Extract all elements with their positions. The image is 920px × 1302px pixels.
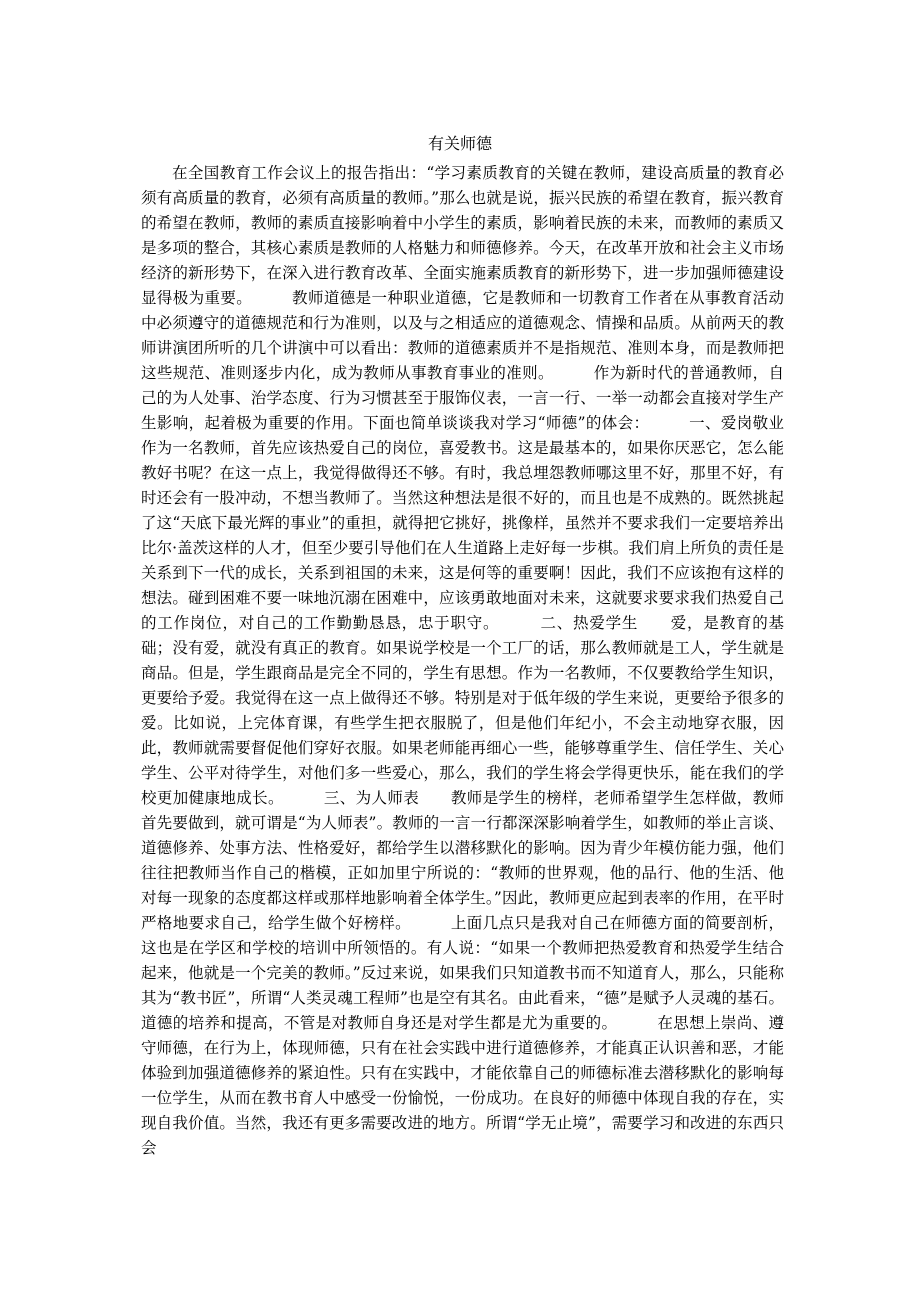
document-body-paragraph: 在全国教育工作会议上的报告指出：“学习素质教育的关键在教师，建设高质量的教育必须有高质量的教育，必须有高质量的教师。”那么也就是说，振兴民族的希望在教育，振兴教育的希望在教师，教师的素质直接影响着中小学生的素质，影响着民族的未来，而教师的素质又是多项的整合，其核心素质是教师的人格魅力和师德修养。今天，在改革开放和社会主义市场经济的新形势下，在深入进行教育改革、全面实施素质教育的新形势下，进一步加强师德建设显得极为重要。 教师道德是一种职业道德，它是教师和一切教育工作者在从事教育活动中必须遵守的道德规范和行为准则，以及与之相适应的道德观念、情操和品质。从前两天的教师讲演团所听的几个讲演中可以看出：教师的道德素质并不是指规范、准则本身，而是教师把这些规范、准则逐步内化，成为教师从事教育事业的准则。 作为新时代的普通教师，自己的为人处事、治学态度、行为习惯甚至于服饰仪表，一言一行、一举一动都会直接对学生产生影响，起着极为重要的作用。下面也简单谈谈我对学习“师德”的体会： 一、爱岗敬业 作为一名教师，首先应该热爱自己的岗位，喜爱教书。这是最基本的，如果你厌恶它，怎么能教好书呢？在这一点上，我觉得做得还不够。有时，我总埋怨教师哪这里不好，那里不好，有时还会有一股冲动，不想当教师了。当然这种想法是很不好的，而且也是不成熟的。既然挑起了这“天底下最光辉的事业”的重担，就得把它挑好，挑像样，虽然并不要求我们一定要培养出比尔·盖茨这样的人才，但至少要引导他们在人生道路上走好每一步棋。我们肩上所负的责任是关系到下一代的成长，关系到祖国的未来，这是何等的重要啊！因此，我们不应该抱有这样的想法。碰到困难不要一味地沉溺在困难中，应该勇敢地面对未来，这就要求要求我们热爱自己的工作岗位，对自己的工作勤勤恳恳，忠于职守。 二、热爱学生 爱，是教育的基础；没有爱，就没有真正的教育。如果说学校是一个工厂的话，那么教师就是工人，学生就是商品。但是，学生跟商品是完全不同的，学生有思想。作为一名教师，不仅要教给学生知识，更要给予爱。我觉得在这一点上做得还不够。特别是对于低年级的学生来说，更要给予很多的爱。比如说，上完体育课，有些学生把衣服脱了，但是他们年纪小，不会主动地穿衣服，因此，教师就需要督促他们穿好衣服。如果老师能再细心一些，能够尊重学生、信任学生、关心学生、公平对待学生，对他们多一些爱心，那么，我们的学生将会学得更快乐，能在我们的学校更加健康地成长。 三、为人师表 教师是学生的榜样，老师希望学生怎样做，教师首先要做到，就可谓是“为人师表”。教师的一言一行都深深影响着学生，如教师的举止言谈、道德修养、处事方法、性格爱好，都给学生以潜移默化的影响。因为青少年模仿能力强，他们往往把教师当作自己的楷模，正如加里宁所说的：“教师的世界观，他的品行、他的生活、他对每一现象的态度都这样或那样地影响着全体学生。”因此，教师更应起到表率的作用，在平时严格地要求自己，给学生做个好榜样。 上面几点只是我对自己在师德方面的简要剖析，这也是在学区和学校的培训中所领悟的。有人说：“如果一个教师把热爱教育和热爱学生结合起来，他就是一个完美的教师。”反过来说，如果我们只知道教书而不知道育人，那么，只能称其为“教书匠”，所谓“人类灵魂工程师”也是空有其名。由此看来，“德”是赋予人灵魂的基石。道德的培养和提高，不管是对教师自身还是对学生都是尤为重要的。 在思想上崇尚、遵守师德，在行为上，体现师德，只有在社会实践中进行道德修养，才能真正认识善和恶，才能体验到加强道德修养的紧迫性。只有在实践中，才能依靠自己的师德标准去潜移默化的影响每一位学生，从而在教书育人中感受一份愉悦，一份成功。在良好的师德中体现自我的存在，实现自我价值。当然，我还有更多需要改进的地方。所谓“学无止境”，需要学习和改进的东西只会 [141,164,816,1157]
document-title: 有关师德 [427,134,492,153]
